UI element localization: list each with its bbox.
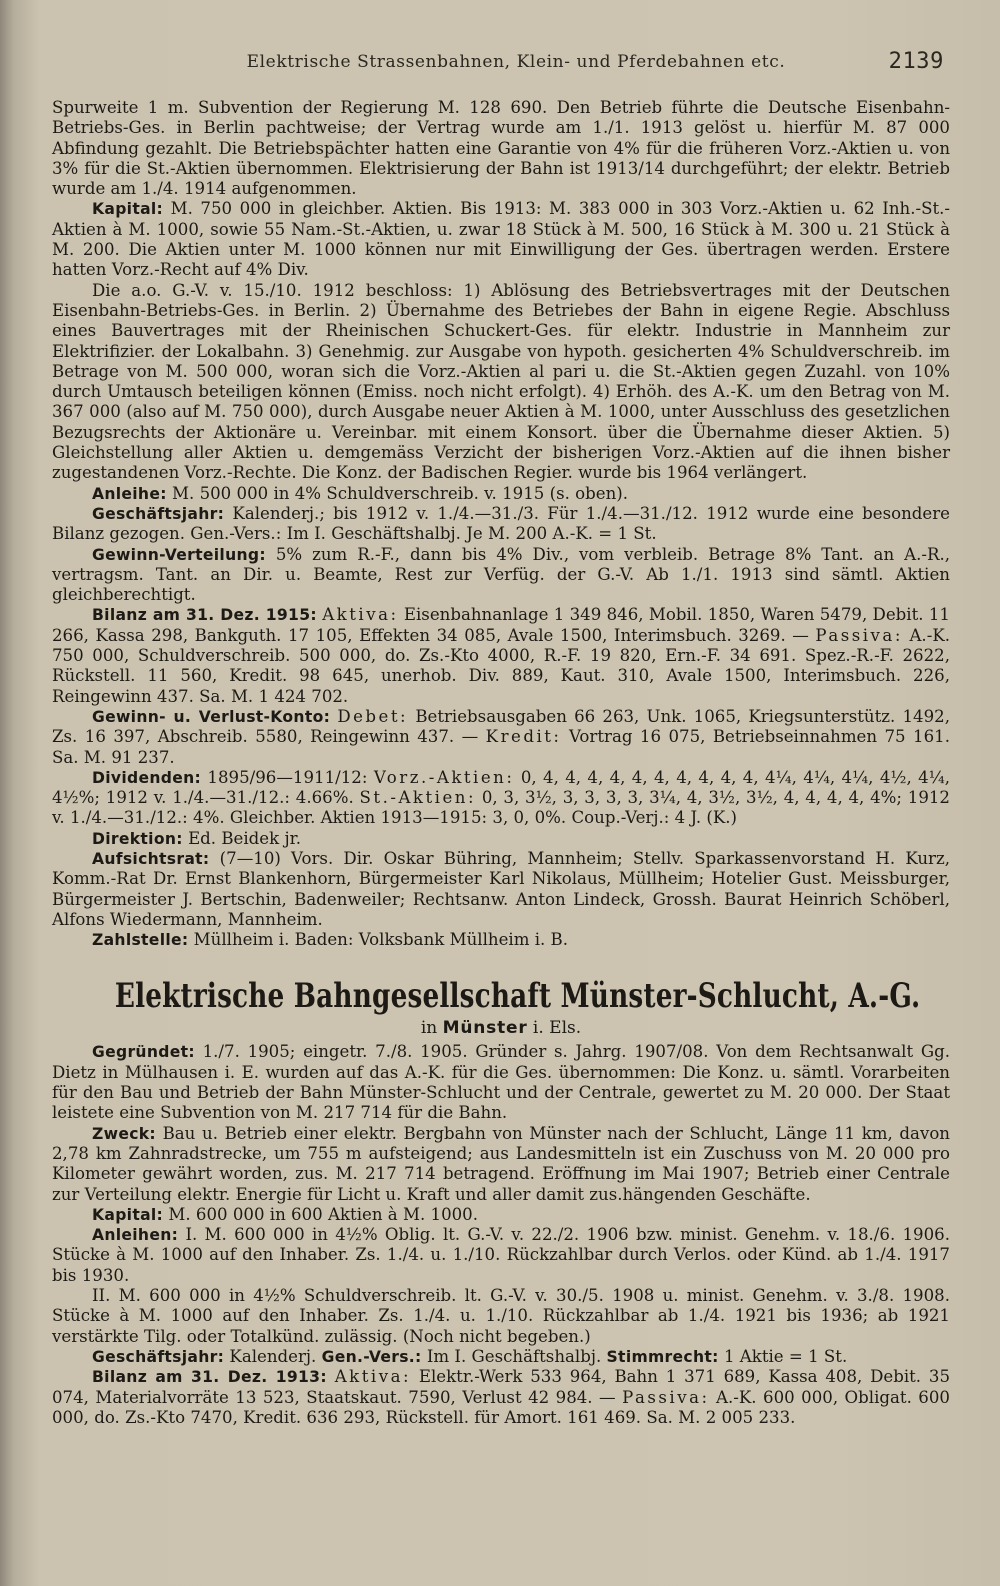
paragraph-geschaeftsjahr-2: Geschäftsjahr: Kalenderj. Gen.-Vers.: Im I. Geschäftshalbj. Stimmrecht: 1 Aktie = 1 St. <box>92 1346 848 1366</box>
paragraph-bilanz-2: Bilanz am 31. Dez. 1913: Aktiva: Elektr.-Werk 533 964, Bahn 1 371 689, Kassa 408, Debit. 35 074, Materialvorräte 13 523, Staatskaut. 7590, Verlust 42 984. — Passiva: A.-K. 600 000, Obligat. 600 000, do. Zs.-Kto 7470, Kredit. 636 293, Rückstell. für Amort. 161 469. Sa. M. 2 005 233. <box>52 1367 951 1427</box>
paragraph-gegruendet: Gegründet: 1./7. 1905; eingetr. 7./8. 1905. Gründer s. Jahrg. 1907/08. Von dem Rechtsanwalt Gg. Dietz in Mülhausen i. E. wurden auf das A.-K. für die Ges. übernommen: Die Konz. u. sämtl. Vorarbeiten für den Bau und Betrieb der Bahn Münster-Schlucht und der Centrale, gewertet zu M. 20 000. Der Staat leistete eine Subvention von M. 217 714 für die Bahn. <box>52 1042 950 1123</box>
label-kapital: Kapital: <box>92 200 164 219</box>
header-title: Elektrische Strassenbahnen, Klein- und Pferdebahnen etc. <box>246 52 786 72</box>
section-muenster-schlucht <box>52 1042 950 1428</box>
paragraph-geschaeftsjahr: Geschäftsjahr: Kalenderj.; bis 1912 v. 1./4.—31./3. Für 1./4.—31./12. 1912 wurde eine besondere Bilanz gezogen. Gen.-Vers.: Im I. Geschäftshalbj. Je M. 200 A.-K. = 1 St. <box>52 503 950 544</box>
paragraph-kapital-2: Kapital: M. 600 000 in 600 Aktien à M. 1000. <box>92 1204 479 1224</box>
paragraph-anleihen: Anleihen: I. M. 600 000 in 4½% Oblig. lt. G.-V. v. 22./2. 1906 bzw. minist. Genehm. v. 18./6. 1906. Stücke à M. 1000 auf den Inhaber. Zs. 1./4. u. 1./10. Rückzahlbar durch Verlos. oder Künd. ab 1./4. 1917 bis 1930. <box>52 1225 950 1285</box>
paragraph-dividenden: Dividenden: 1895/96—1911/12: Vorz.-Aktien: 0, 4, 4, 4, 4, 4, 4, 4, 4, 4, 4, 4¼, 4¼, 4¼, 4½, 4¼, 4½%; 1912 v. 1./4.—31./12.: 4.66%. St.-Aktien: 0, 3, 3½, 3, 3, 3, 3, 3¼, 4, 3½, 3½, 4, 4, 4, 4, 4%; 1912 v. 1./4.—31./12.: 4%. Gleichber. Aktien 1913—1915: 3, 0, 0%. Coup.-Verj.: 4 J. (K.) <box>52 767 951 828</box>
paragraph-zweck: Zweck: Bau u. Betrieb einer elektr. Bergbahn von Münster nach der Schlucht, Länge 11 km, davon 2,78 km Zahnradstrecke, um 755 m aufsteigend; aus Landesmitteln ist ein Zuschuss von M. 20 000 pro Kilometer gewährt worden, zus. M. 217 714 betragend. Eröffnung im Mai 1907; Betrieb einer Centrale zur Verteilung elektr. Energie für Licht u. Kraft und aller damit zus.hängenden Geschäfte. <box>52 1123 950 1204</box>
paragraph-gewinn-verteilung: Gewinn-Verteilung: 5% zum R.-F., dann bis 4% Div., vom verbleib. Betrage 8% Tant. an A.-R., vertragsm. Tant. an Dir. u. Beamte, Rest zur Verfüg. der G.-V. Ab 1./1. 1913 sind sämtl. Aktien gleichberechtigt. <box>52 544 950 605</box>
paragraph-anleihe: Anleihe: M. 500 000 in 4% Schuldverschreib. v. 1915 (s. oben). <box>92 483 629 503</box>
paragraph-bilanz: Bilanz am 31. Dez. 1915: Aktiva: Eisenbahnanlage 1 349 846, Mobil. 1850, Waren 5479, Debit. 11 266, Kassa 298, Bankguth. 17 105, Effekten 34 085, Avale 1500, Interimsbuch. 3269. — Passiva: A.-K. 750 000, Schuldverschreib. 500 000, do. Zs.-Kto 4000, R.-F. 19 820, Ern.-F. 34 691. Spez.-R.-F. 2622, Rückstell. 11 560, Kredit. 98 645, unerhob. Div. 889, Kaut. 310, Avale 1500, Interimsbuch. 226, Reingewinn 437. Sa. M. 1 424 702. <box>52 605 950 706</box>
paragraph-aufsichtsrat: Aufsichtsrat: (7—10) Vors. Dir. Oskar Bühring, Mannheim; Stellv. Sparkassenvorstand H. Kurz, Komm.-Rat Dr. Ernst Blankenhorn, Bürgermeister Karl Nikolaus, Müllheim; Hotelier Gust. Meissburger, Bürgermeister J. Bertschin, Badenweiler; Rechtsanw. Anton Lindeck, Grossh. Baurat Heinrich Schöberl, Alfons Wiedermann, Mannheim. <box>52 848 950 929</box>
company-location: in Münster i. Els. <box>420 1018 582 1039</box>
paragraph-gewinn-verlust: Gewinn- u. Verlust-Konto: Debet: Betriebsausgaben 66 263, Unk. 1065, Kriegsunterstütz. 1492, Zs. 16 397, Abschreib. 5580, Reingewinn 437. — Kredit: Vortrag 16 075, Betriebseinnahmen 75 161. Sa. M. 91 237. <box>52 706 951 767</box>
paragraph-kapital: Kapital: M. 750 000 in gleichber. Aktien. Bis 1913: M. 383 000 in 303 Vorz.-Aktien u. 62 Inh.-St.-Aktien à M. 1000, sowie 55 Nam.-St.-Aktien, u. zwar 18 Stück à M. 500, 16 Stück à M. 300 u. 21 Stück à M. 200. Die Aktien unter M. 1000 können nur mit Einwilligung der Ges. übertragen werden. Erstere hatten Vorz.-Recht auf 4% Div. <box>52 199 950 280</box>
paragraph-anleihen-2: II. M. 600 000 in 4½% Schuldverschreib. lt. G.-V. v. 30./5. 1908 u. minist. Genehm. v. 3./8. 1908. Stücke à M. 1000 auf den Inhaber. Zs. 1./4. u. 1./10. Rückzahlbar ab 1./4. 1921 bis 1936; ab 1921 verstärkte Tilg. oder Totalkünd. zulässig. (Noch nicht begeben.) <box>52 1286 950 1346</box>
paragraph-general-meeting: Die a.o. G.-V. v. 15./10. 1912 beschloss: 1) Ablösung des Betriebsvertrages mit der Deutschen Eisenbahn-Betriebs-Ges. in Berlin. 2) Übernahme des Betriebes der Bahn in eigene Regie. Abschluss eines Bauvertrages mit der Rheinischen Schuckert-Ges. für elektr. Industrie in Mannheim zur Elektrifizier. der Lokalbahn. 3) Genehmig. zur Ausgabe von hypoth. gesicherten 4% Schuldverschreib. im Betrage von M. 500 000, woran sich die Vorz.-Aktien al pari u. die St.-Aktien gegen Zuzahl. von 10% durch Umtausch beteiligen können (Emiss. noch nicht erfolgt). 4) Erhöh. des A.-K. um den Betrag von M. 367 000 (also auf M. 750 000), durch Ausgabe neuer Aktien à M. 1000, unter Ausschluss des gesetzlichen Bezugsrechts der Aktionäre u. Vereinbar. mit einem Konsort. über die Übernahme dieser Aktien. 5) Gleichstellung aller Aktien u. demgemäss Verzicht der bisherigen Vorz.-Aktien auf die ihnen bisher zugestandenen Vorz.-Rechte. Die Konz. der Badischen Regier. wurde bis 1964 verlängert. <box>52 280 950 483</box>
paragraph-zahlstelle: Zahlstelle: Müllheim i. Baden: Volksbank Müllheim i. B. <box>92 930 569 950</box>
running-header <box>52 49 950 88</box>
company-heading: Elektrische Bahngesellschaft Münster-Schlucht, A.-G. <box>114 976 921 1017</box>
paragraph-direktion: Direktion: Ed. Beidek jr. <box>92 828 301 848</box>
section-previous-company <box>52 98 950 950</box>
page-number: 2139 <box>888 49 944 74</box>
paragraph-intro: Spurweite 1 m. Subvention der Regierung M. 128 690. Den Betrieb führte die Deutsche Eisenbahn-Betriebs-Ges. in Berlin pachtweise; der Vertrag wurde am 1./1. 1913 gelöst u. hierfür M. 87 000 Abfindung gezahlt. Die Betriebspächter hatten eine Garantie von 4% für die früheren Vorz.-Aktien u. von 3% für die St.-Aktien übernommen. Elektrisierung der Bahn ist 1913/14 durchgeführt; der elektr. Betrieb wurde am 1./4. 1914 aufgenommen. <box>52 98 950 199</box>
